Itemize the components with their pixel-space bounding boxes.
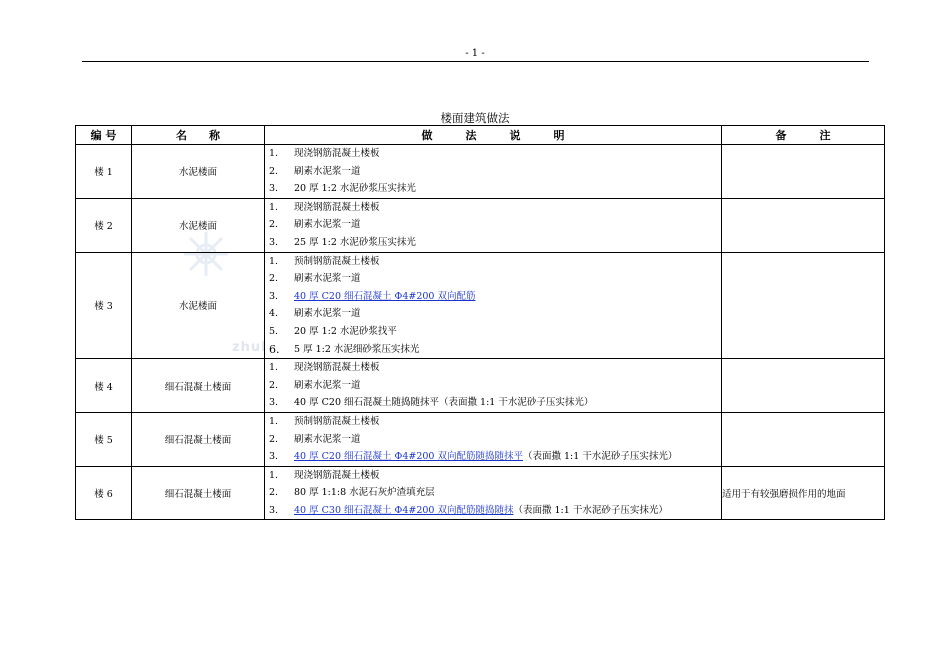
header-code: 编 号 bbox=[76, 126, 132, 145]
step-number: 3. bbox=[269, 451, 279, 463]
step-number: 3. bbox=[269, 290, 279, 302]
step-text bbox=[294, 467, 380, 485]
step-text bbox=[294, 216, 361, 234]
step-plain-text: 刷素水泥浆一道 bbox=[294, 219, 361, 231]
step-number: 1. bbox=[269, 201, 279, 213]
table-header-row bbox=[76, 126, 885, 145]
header-description: 做 法 说 明 bbox=[265, 126, 722, 145]
description-step bbox=[265, 359, 721, 377]
step-number: 2. bbox=[269, 433, 279, 445]
description-step bbox=[265, 270, 721, 288]
step-number: 2. bbox=[269, 379, 279, 391]
step-plain-text: 预制钢筋混凝土楼板 bbox=[294, 415, 380, 427]
description-step bbox=[265, 431, 721, 449]
step-text bbox=[294, 431, 361, 449]
floor-method-table bbox=[75, 125, 885, 520]
description-step bbox=[265, 305, 721, 323]
step-plain-text: 现浇钢筋混凝土楼板 bbox=[294, 148, 380, 159]
row-description bbox=[265, 145, 722, 199]
step-text bbox=[294, 145, 380, 163]
row-description bbox=[265, 198, 722, 252]
description-step bbox=[265, 323, 721, 341]
step-number: 4. bbox=[269, 308, 279, 320]
row-remark bbox=[722, 252, 885, 359]
step-text bbox=[294, 341, 419, 359]
step-number: 1. bbox=[269, 469, 279, 481]
step-text bbox=[294, 377, 361, 395]
step-plain-text: 刷素水泥浆一道 bbox=[294, 165, 361, 177]
row-name: 水泥楼面 bbox=[132, 145, 265, 199]
step-number: 5. bbox=[269, 325, 279, 337]
step-link[interactable]: 40 厚 C30 细石混凝土 Φ4#200 双向配筋随捣随抹 bbox=[294, 504, 514, 516]
step-plain-text: 40 厚 C20 细石混凝土随捣随抹平（表面撒 1:1 干水泥砂子压实抹光） bbox=[294, 397, 594, 409]
step-number: 2. bbox=[269, 219, 279, 231]
page-number: - 1 - bbox=[465, 48, 485, 59]
step-number: 1. bbox=[269, 148, 279, 159]
row-name: 细石混凝土楼面 bbox=[132, 466, 265, 520]
row-remark: 适用于有较强磨损作用的地面 bbox=[722, 466, 885, 520]
description-step bbox=[265, 253, 721, 271]
step-plain-text: 现浇钢筋混凝土楼板 bbox=[294, 362, 380, 374]
step-number: 3. bbox=[269, 236, 279, 248]
step-number: 2. bbox=[269, 165, 279, 177]
description-step bbox=[265, 413, 721, 431]
description-step bbox=[265, 216, 721, 234]
step-text bbox=[294, 413, 380, 431]
step-plain-text: 20 厚 1:2 水泥砂浆压实抹光 bbox=[294, 183, 416, 195]
step-plain-text: 现浇钢筋混凝土楼板 bbox=[294, 469, 380, 481]
step-text bbox=[294, 253, 380, 271]
row-remark bbox=[722, 359, 885, 413]
description-step bbox=[265, 502, 721, 520]
table-body bbox=[76, 145, 885, 520]
description-step bbox=[265, 288, 721, 306]
step-number: 1. bbox=[269, 415, 279, 427]
description-step bbox=[265, 448, 721, 466]
step-plain-text: 5 厚 1:2 水泥细砂浆压实抹光 bbox=[294, 343, 420, 355]
step-plain-text: 预制钢筋混凝土楼板 bbox=[294, 255, 380, 267]
row-description bbox=[265, 412, 722, 466]
step-text bbox=[294, 305, 361, 323]
description-step bbox=[265, 199, 721, 217]
step-plain-text: 刷素水泥浆一道 bbox=[294, 379, 361, 391]
row-remark bbox=[722, 198, 885, 252]
description-step bbox=[265, 484, 721, 502]
row-code: 楼 5 bbox=[76, 412, 132, 466]
step-number: 1. bbox=[269, 255, 279, 267]
step-plain-text: （表面撒 1:1 干水泥砂子压实抹光） bbox=[522, 451, 678, 463]
step-text bbox=[294, 163, 361, 181]
step-text bbox=[294, 288, 475, 306]
document-title: 楼面建筑做法 bbox=[440, 111, 510, 125]
step-text bbox=[294, 502, 668, 520]
step-plain-text: （表面撒 1:1 干水泥砂子压实抹光） bbox=[513, 504, 668, 516]
row-code: 楼 3 bbox=[76, 252, 132, 359]
row-name: 水泥楼面 bbox=[132, 252, 265, 359]
step-text bbox=[294, 484, 435, 502]
step-plain-text: 刷素水泥浆一道 bbox=[294, 433, 361, 445]
step-number: 6. bbox=[269, 342, 280, 356]
table-row bbox=[76, 412, 885, 466]
header-rule bbox=[82, 61, 869, 62]
header-remarks: 备 注 bbox=[722, 126, 885, 145]
step-number: 1. bbox=[269, 362, 279, 374]
description-step bbox=[265, 394, 721, 412]
step-text bbox=[294, 199, 380, 217]
step-number: 3. bbox=[269, 504, 279, 516]
step-plain-text: 20 厚 1:2 水泥砂浆找平 bbox=[294, 325, 397, 337]
row-description bbox=[265, 466, 722, 520]
row-description bbox=[265, 359, 722, 413]
step-text bbox=[294, 270, 361, 288]
step-plain-text: 25 厚 1:2 水泥砂浆压实抹光 bbox=[294, 236, 416, 248]
table-row bbox=[76, 359, 885, 413]
description-step bbox=[265, 467, 721, 485]
step-text bbox=[294, 394, 593, 412]
table-row bbox=[76, 466, 885, 520]
description-step bbox=[265, 163, 721, 181]
step-plain-text: 现浇钢筋混凝土楼板 bbox=[294, 201, 380, 213]
step-link[interactable]: 40 厚 C20 细石混凝土 Φ4#200 双向配筋 bbox=[294, 290, 476, 302]
step-text bbox=[294, 448, 677, 466]
step-plain-text: 刷素水泥浆一道 bbox=[294, 308, 361, 320]
description-step bbox=[265, 180, 721, 198]
step-text bbox=[294, 180, 416, 198]
table-row bbox=[76, 252, 885, 359]
row-name: 细石混凝土楼面 bbox=[132, 359, 265, 413]
step-number: 2. bbox=[269, 273, 279, 285]
header-name: 名 称 bbox=[132, 126, 265, 145]
description-step bbox=[265, 377, 721, 395]
step-plain-text: 80 厚 1:1:8 水泥石灰炉渣填充层 bbox=[294, 487, 435, 499]
step-text bbox=[294, 234, 416, 252]
step-link[interactable]: 40 厚 C20 细石混凝土 Φ4#200 双向配筋随捣随抹平 bbox=[294, 451, 523, 463]
row-name: 水泥楼面 bbox=[132, 198, 265, 252]
row-code: 楼 1 bbox=[76, 145, 132, 199]
watermark-text: zhul bbox=[232, 340, 267, 355]
row-remark bbox=[722, 145, 885, 199]
description-step bbox=[265, 234, 721, 252]
row-code: 楼 4 bbox=[76, 359, 132, 413]
description-step bbox=[265, 145, 721, 163]
step-number: 3. bbox=[269, 397, 279, 409]
table-row bbox=[76, 198, 885, 252]
row-code: 楼 2 bbox=[76, 198, 132, 252]
row-name: 细石混凝土楼面 bbox=[132, 412, 265, 466]
table-row bbox=[76, 145, 885, 199]
row-remark bbox=[722, 412, 885, 466]
step-plain-text: 刷素水泥浆一道 bbox=[294, 273, 361, 285]
description-step bbox=[265, 341, 721, 359]
row-code: 楼 6 bbox=[76, 466, 132, 520]
step-text bbox=[294, 323, 397, 341]
step-text bbox=[294, 359, 380, 377]
step-number: 3. bbox=[269, 183, 279, 195]
row-description bbox=[265, 252, 722, 359]
step-number: 2. bbox=[269, 487, 279, 499]
